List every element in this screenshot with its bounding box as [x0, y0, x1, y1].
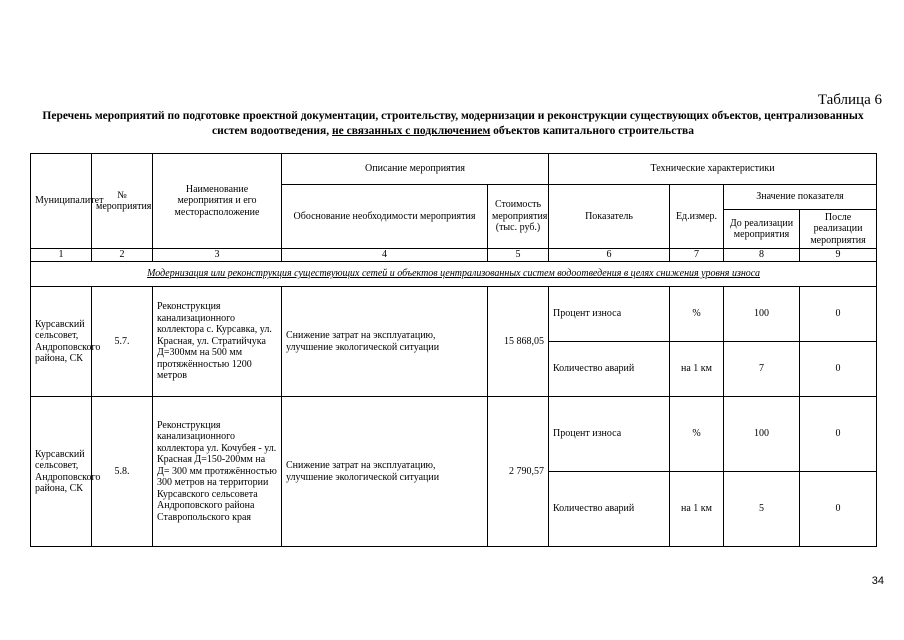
column-number: 9: [800, 249, 877, 262]
column-number: 2: [92, 249, 153, 262]
cell-unit: на 1 км: [670, 342, 724, 397]
header-before: До реализации мероприятия: [724, 210, 800, 249]
cell-before: 100: [724, 397, 800, 472]
section-row: [31, 262, 877, 287]
header-row-1: [31, 154, 877, 185]
measures-table: [30, 153, 877, 547]
cell-before: 100: [724, 287, 800, 342]
cell-after: 0: [800, 287, 877, 342]
header-cost: Стоимость мероприятия (тыс. руб.): [488, 185, 549, 249]
header-justification: Обоснование необходимости мероприятия: [282, 185, 488, 249]
cell-cost: 15 868,05: [488, 287, 549, 397]
cell-indicator: Количество аварий: [549, 342, 670, 397]
header-name: Наименование мероприятия и его месторасположение: [153, 154, 282, 249]
header-municipality: Муниципалитет: [31, 154, 92, 249]
column-number: 8: [724, 249, 800, 262]
header-after: После реализации мероприятия: [800, 210, 877, 249]
column-number-row: [31, 249, 877, 262]
section-title: Модернизация или реконструкция существующих сетей и объектов централизованных систем водоотведения в целях снижения уровня износа: [31, 262, 877, 287]
column-number: 7: [670, 249, 724, 262]
table-row: [31, 287, 877, 342]
column-number: 6: [549, 249, 670, 262]
cell-justification: Снижение затрат на эксплуатацию, улучшение экологической ситуации: [282, 287, 488, 397]
cell-name: Реконструкция канализационного коллектора с. Курсавка, ул. Красная, ул. Стратийчука Д=300мм на 500 мм протяжённостью 1200 метров: [153, 287, 282, 397]
cell-before: 5: [724, 472, 800, 547]
cell-number: 5.8.: [92, 397, 153, 547]
cell-indicator: Процент износа: [549, 287, 670, 342]
header-tech: Технические характеристики: [549, 154, 877, 185]
table-title: [30, 109, 876, 139]
page-number: 34: [871, 575, 884, 587]
header-number: № мероприятия: [92, 154, 153, 249]
table-caption: Таблица 6: [817, 92, 882, 108]
cell-number: 5.7.: [92, 287, 153, 397]
cell-municipality: Курсавский сельсовет, Андроповского района, СК: [31, 397, 92, 547]
column-number: 4: [282, 249, 488, 262]
cell-unit: %: [670, 397, 724, 472]
cell-indicator: Процент износа: [549, 397, 670, 472]
cell-after: 0: [800, 342, 877, 397]
table-row: [31, 397, 877, 472]
cell-justification: Снижение затрат на эксплуатацию, улучшение экологической ситуации: [282, 397, 488, 547]
header-description: Описание мероприятия: [282, 154, 549, 185]
title-underlined: не связанных с подключением: [332, 125, 491, 137]
title-part-2: объектов капитального строительства: [490, 125, 694, 137]
cell-before: 7: [724, 342, 800, 397]
cell-municipality: Курсавский сельсовет, Андроповского района, СК: [31, 287, 92, 397]
cell-indicator: Количество аварий: [549, 472, 670, 547]
cell-unit: %: [670, 287, 724, 342]
cell-cost: 2 790,57: [488, 397, 549, 547]
cell-after: 0: [800, 472, 877, 547]
column-number: 3: [153, 249, 282, 262]
cell-unit: на 1 км: [670, 472, 724, 547]
column-number: 1: [31, 249, 92, 262]
cell-name: Реконструкция канализационного коллектора ул. Кочубея - ул. Красная Д=150-200мм на Д= 300 мм протяжённостью 300 метров на территории Курсавского сельсовета Андроповского района Ставропольского края: [153, 397, 282, 547]
title-part-1: Перечень мероприятий по подготовке проектной документации, строительству, модернизации и реконструкции существующих объектов, централизованных систем водоотведения,: [42, 110, 864, 137]
column-number: 5: [488, 249, 549, 262]
header-indicator: Показатель: [549, 185, 670, 249]
header-unit: Ед.измер.: [670, 185, 724, 249]
cell-after: 0: [800, 397, 877, 472]
header-value: Значение показателя: [724, 185, 877, 210]
